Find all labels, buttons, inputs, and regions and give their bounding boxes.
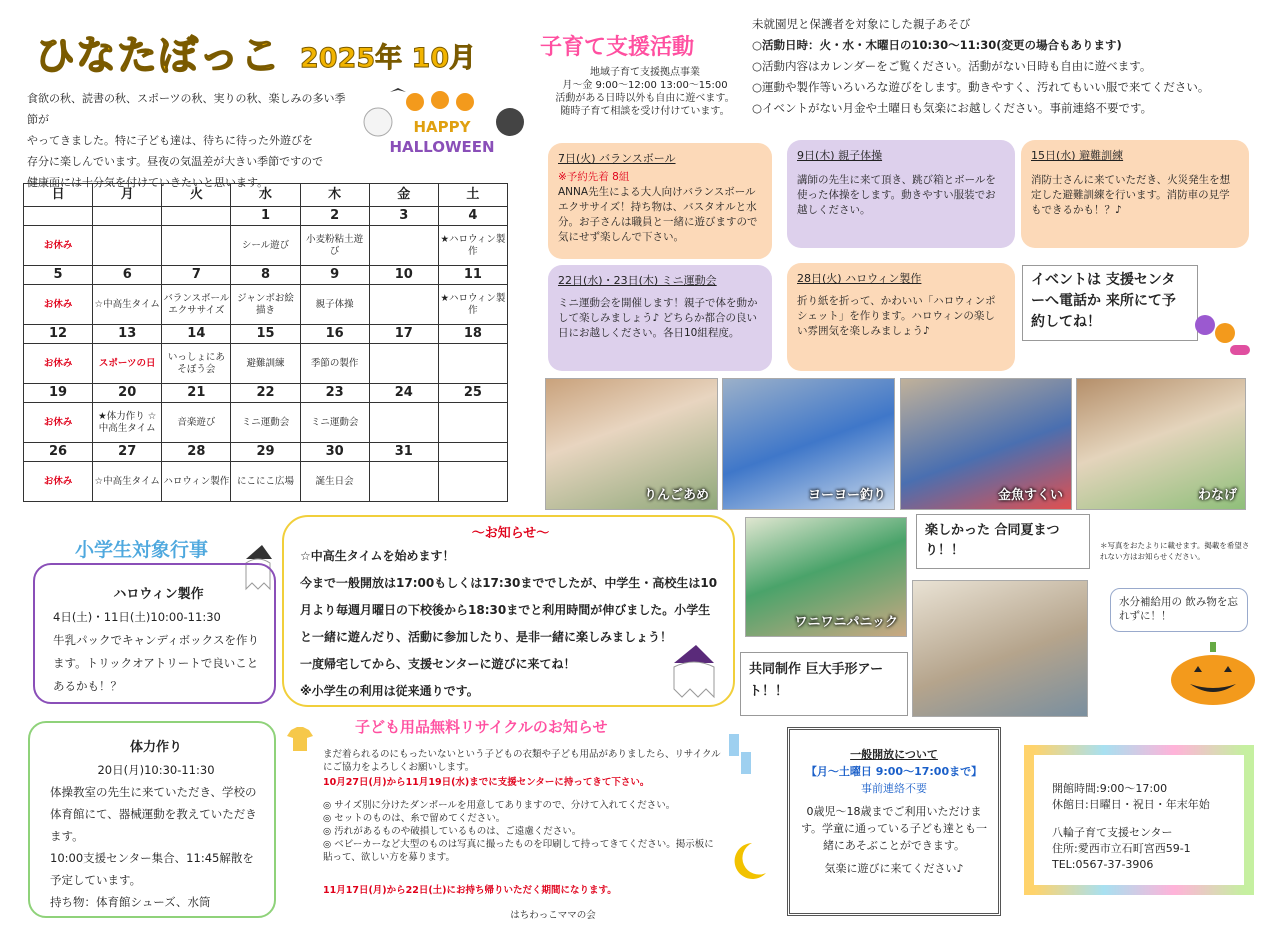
calendar-date: 8 [231, 266, 300, 285]
calendar-event: お休み [24, 462, 93, 502]
calendar-date: 29 [231, 443, 300, 462]
calendar-date: 4 [438, 207, 507, 226]
day-header: 木 [300, 184, 369, 207]
calendar-event [438, 344, 507, 384]
calendar-event-row [24, 403, 508, 443]
calendar-body [24, 207, 508, 502]
calendar-event: スポーツの日 [93, 344, 162, 384]
event-card-balance-ball: 7日(火) バランスボール ※予約先着 8組 ANNA先生による大人向けバランスボールエクササイズ！持ち物は、バスタオルと水分。お子さんは職員と一緒に遊びますので気にせず楽しんで下さい。 [548, 143, 772, 259]
happy-text: HAPPY [413, 118, 471, 136]
calendar-date-row [24, 207, 508, 226]
calendar-date: 9 [300, 266, 369, 285]
calendar-date: 21 [162, 384, 231, 403]
calendar-event: ☆中高生タイム [93, 285, 162, 325]
calendar-event [369, 285, 438, 325]
day-header: 金 [369, 184, 438, 207]
event-card-hinan-kunren: 15日(水) 避難訓練 消防士さんに来ていただき、火災発生を想定した避難訓練を行います。消防車の見学もできるかも！？♪ [1021, 140, 1249, 248]
calendar-event: 小麦粉粘土遊び [300, 226, 369, 266]
calendar-event: 誕生日会 [300, 462, 369, 502]
calendar-date: 12 [24, 325, 93, 344]
open-info-box: 一般開放について 【月～土曜日 9:00～17:00まで】 事前連絡不要 0歳児～18歳までご利用いただけます。学童に通っている子ども達とも一緒にあそぶことができます。 気楽に遊びに来てください♪ [787, 727, 1001, 916]
water-note: 水分補給用の 飲み物を忘れずに！！ [1110, 588, 1248, 632]
pumpkin-icon [1168, 640, 1258, 706]
page-title: ひなたぼっこ [35, 33, 281, 79]
calendar-date: 7 [162, 266, 231, 285]
calendar-date: 3 [369, 207, 438, 226]
calendar-date: 24 [369, 384, 438, 403]
calendar-date: 30 [300, 443, 369, 462]
calendar-date: 11 [438, 266, 507, 285]
shien-info: 地域子育て支援拠点事業 月～金 9:00～12:00 13:00～15:00 活動がある日時以外も自由に遊べます。 随時子育て相談を受け付けています。 [555, 67, 735, 117]
calendar-date: 10 [369, 266, 438, 285]
intro-text: 食欲の秋、読書の秋、スポーツの秋、実りの秋、楽しみの多い季節が やってきました。特に子ども達は、待ちに待った外遊びを 存分に楽しんでいます。昼夜の気温差が大きい季節ですので 健康面には十分気を付けていきたいと思います。 [27, 92, 346, 189]
calendar-event: ハロウィン製作 [162, 462, 231, 502]
event-card-mini-undokai: 22日(水)・23日(木) ミニ運動会 ミニ運動会を開催します！親子で体を動かして楽しみましょう♪ どちらか都合の良い日にお越しください。各日10組程度。 [548, 265, 772, 371]
calendar-event [369, 462, 438, 502]
calendar-date: 27 [93, 443, 162, 462]
summer-fest-caption: 楽しかった 合同夏まつり！！ [916, 514, 1090, 569]
calendar-event: ジャンボお絵描き [231, 285, 300, 325]
calendar-date: 2 [300, 207, 369, 226]
calendar-event-row [24, 344, 508, 384]
ghost-icon [662, 645, 722, 700]
calendar-date [93, 207, 162, 226]
calendar-event: いっしょにあそぼう会 [162, 344, 231, 384]
calendar-date: 16 [300, 325, 369, 344]
event-card-halloween: 28日(火) ハロウィン製作 折り紙を折って、かわいい「ハロウィンポシェット」を作ります。ハロウィンの楽しい雰囲気を楽しみましょう♪ [787, 263, 1015, 371]
calendar-date: 1 [231, 207, 300, 226]
calendar-event-row [24, 462, 508, 502]
photo-note: ＊写真をおたよりに載せます。掲載を希望されない方はお知らせください。 [1100, 541, 1250, 561]
calendar-date: 31 [369, 443, 438, 462]
calendar-date: 25 [438, 384, 507, 403]
center-info-box: 開館時間:9:00～17:00 休館日:日曜日・祝日・年末年始 八輪子育て支援センター 住所:愛西市立石町宮西59-1 TEL:0567-37-3906 [1024, 745, 1254, 895]
calendar-date: 18 [438, 325, 507, 344]
calendar-event: バランスボールエクササイズ [162, 285, 231, 325]
calendar-event [369, 344, 438, 384]
calendar-event: ミニ運動会 [231, 403, 300, 443]
calendar-table [23, 183, 508, 502]
calendar-event-row [24, 285, 508, 325]
photo-yoyo: ヨーヨー釣り [722, 378, 895, 510]
calendar-event: にこにこ広場 [231, 462, 300, 502]
calendar-date: 14 [162, 325, 231, 344]
photo-ringoame: りんごあめ [545, 378, 718, 510]
activity-info: 未就園児と保護者を対象にした親子あそび ○活動日時：火・水・木曜日の10:30～11:30(変更の場合もあります) ○活動内容はカレンダーをご覧ください。活動がない日時も自由に遊べます。 ○運動や製作等いろいろな遊びをします。動きやすく、汚れてもいい服で来てください。 ○イベントがない月金や土曜日も気楽にお越しください。事前連絡不要です。 [752, 17, 1210, 115]
elementary-halloween-box: ハロウィン製作 4日(土)・11日(土)10:00-11:30 牛乳パックでキャンディボックスを作ります。トリックオアトリートで良いことあるかも！？ [33, 563, 276, 704]
day-header: 日 [24, 184, 93, 207]
calendar-date [438, 443, 507, 462]
calendar-event: 親子体操 [300, 285, 369, 325]
calendar-date [24, 207, 93, 226]
elementary-fitness-box: 体力作り 20日(月)10:30-11:30 体操教室の先生に来ていただき、学校の体育館にて、器械運動を教えていただきます。 10:00支援センター集合、11:45解散を予定しています。 持ち物：体育館シューズ、水筒 [28, 721, 276, 918]
candy-icon [1190, 305, 1256, 365]
calendar-date: 20 [93, 384, 162, 403]
kyodo-caption: 共同制作 巨大手形アート！！ [740, 652, 908, 716]
calendar-event: お休み [24, 226, 93, 266]
day-header: 火 [162, 184, 231, 207]
calendar-event: ★ハロウィン製作 [438, 285, 507, 325]
event-card-oyako-taiso: 9日(木) 親子体操 講師の先生に来て頂き、跳び箱とボールを使った体操をします。動きやすい服装でお越しください。 [787, 140, 1015, 248]
calendar-date-row [24, 325, 508, 344]
calendar-date: 13 [93, 325, 162, 344]
year-month: 2025年 10月 [300, 43, 477, 74]
calendar-date: 28 [162, 443, 231, 462]
calendar-event: お休み [24, 403, 93, 443]
calendar-event [369, 403, 438, 443]
calendar-date-row [24, 266, 508, 285]
shien-title: 子育て支援活動 [540, 35, 695, 60]
calendar-event [438, 403, 507, 443]
calendar-event-row [24, 226, 508, 266]
halloween-illustration-icon [360, 80, 525, 160]
calendar-event [93, 226, 162, 266]
calendar-event: 音楽遊び [162, 403, 231, 443]
calendar-date: 17 [369, 325, 438, 344]
calendar-event [369, 226, 438, 266]
elementary-title: 小学生対象行事 [75, 539, 209, 561]
calendar-event: ★体力作り ☆中高生タイム [93, 403, 162, 443]
calendar-event: 避難訓練 [231, 344, 300, 384]
calendar-date-row [24, 384, 508, 403]
photo-tegata-art [912, 580, 1088, 717]
calendar-event: お休み [24, 285, 93, 325]
calendar-event [438, 462, 507, 502]
calendar-header-row [24, 184, 508, 207]
photo-wani: ワニワニパニック [745, 517, 907, 637]
calendar-event: ☆中高生タイム [93, 462, 162, 502]
calendar-date: 5 [24, 266, 93, 285]
calendar-event: ミニ運動会 [300, 403, 369, 443]
halloween-logo [360, 80, 525, 160]
calendar-date: 15 [231, 325, 300, 344]
day-header: 月 [93, 184, 162, 207]
calendar-date: 6 [93, 266, 162, 285]
calendar-date: 19 [24, 384, 93, 403]
day-header: 土 [438, 184, 507, 207]
calendar-date: 22 [231, 384, 300, 403]
calendar-event [162, 226, 231, 266]
photo-wanage: わなげ [1076, 378, 1246, 510]
calendar-date [162, 207, 231, 226]
socks-icon [725, 732, 755, 777]
reserve-note: イベントは 支援センターへ電話か 来所にて予約してね！ [1022, 265, 1198, 341]
notice-box: ～お知らせ～ ☆中高生タイムを始めます！ 今まで一般開放は17:00もしくは17:30まででしたが、中学生・高校生は10月より毎週月曜日の下校後から18:30までと利用時間が伸びました。小学生と一緒に遊んだり、活動に参加したり、是非一緒に楽しみましょう！ 一度帰宅してから、支援センターに遊びに来てね！ ※小学生の利用は従来通りです。 [282, 515, 735, 707]
moon-icon [722, 838, 772, 883]
calendar-event: お休み [24, 344, 93, 384]
recycle-body: まだ着られるのにもったいないという子どもの衣類や子ども用品がありましたら、リサイクルにご協力をよろしくお願いします。 10月27日(月)から11月19日(水)までに支援センターに持ってきて下さい。 ◎ サイズ別に分けたダンボールを用意してありますので、分けて入れてください。 ◎ セットのものは、糸で留めてください。 ◎ 汚れがあるものや破損しているものは、ご遠慮ください。 ◎ ベビーカーなど大型のものは写真に撮ったものを印刷して持ってきてください。掲示板に貼って、欲しい方を募ります。 11月17日(月)から22日(土)にお持ち帰りいただく期間になります。 はちわっこママの会 [323, 749, 721, 921]
calendar-date: 26 [24, 443, 93, 462]
shirt-icon [285, 724, 315, 754]
calendar-event: 季節の製作 [300, 344, 369, 384]
photo-kingyo: 金魚すくい [900, 378, 1072, 510]
calendar-event: シール遊び [231, 226, 300, 266]
day-header: 水 [231, 184, 300, 207]
calendar-date: 23 [300, 384, 369, 403]
halloween-text: HALLOWEEN [389, 138, 495, 156]
recycle-title: 子ども用品無料リサイクルのお知らせ [355, 718, 608, 736]
calendar-date-row [24, 443, 508, 462]
calendar-event: ★ハロウィン製作 [438, 226, 507, 266]
